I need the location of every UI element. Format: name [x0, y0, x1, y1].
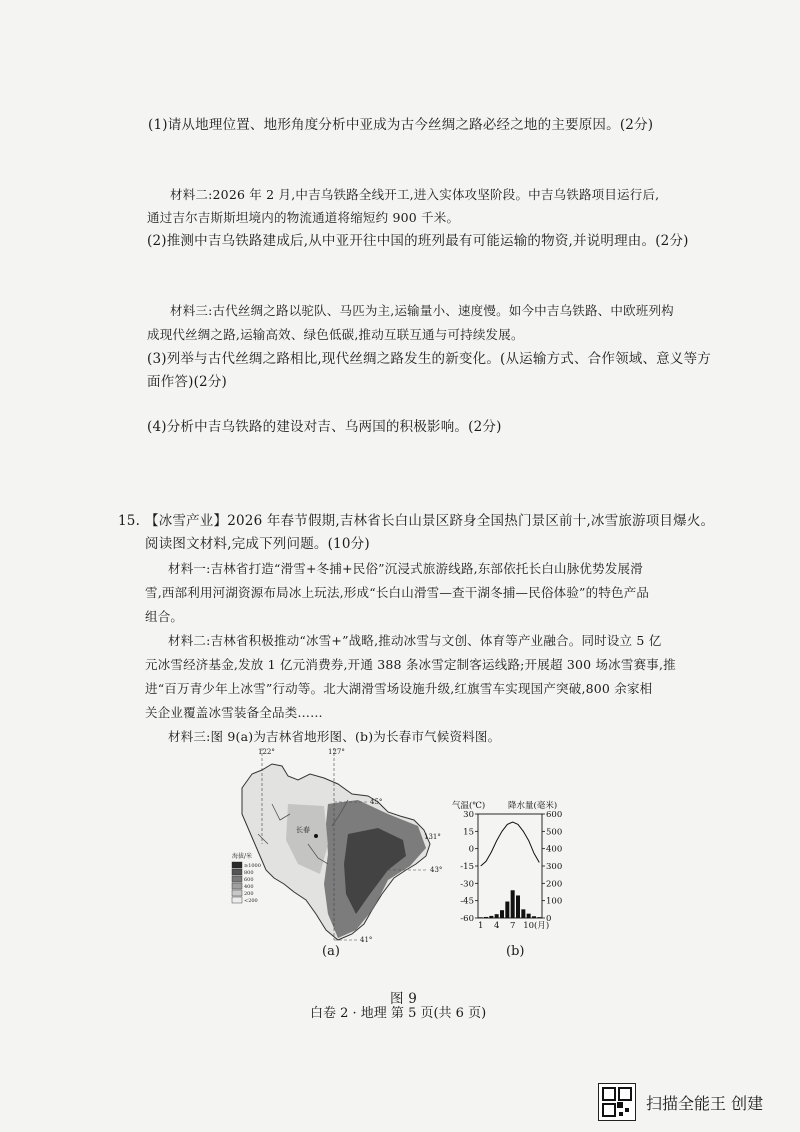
x-tick-label-0: 1 [477, 921, 484, 931]
q15-material2-line4: 关企业覆盖冰雪装备全品类…… [145, 705, 323, 720]
precip-bar-7 [511, 890, 515, 918]
q14-sub3-line1: (3)列举与古代丝绸之路相比,现代丝绸之路发生的新变化。(从运输方式、合作领域、意义等方 [147, 351, 711, 367]
precip-bar-2 [484, 917, 488, 918]
q15-material3-line1: 材料三:图 9(a)为吉林省地形图、(b)为长春市气候资料图。 [168, 729, 501, 744]
map-label-changchun: 长春 [296, 826, 310, 834]
q14-sub3-line2: 面作答)(2分) [147, 374, 227, 390]
precip-bar-9 [521, 909, 525, 918]
precip-bar-1 [479, 917, 483, 918]
legend-item-1: 800 [244, 870, 254, 876]
q15-material2-line2: 元冰雪经济基金,发放 1 亿元消费券,开通 388 条冰雪定制客运线路;开展超 300 场冰雪赛事,推 [145, 657, 676, 672]
precip-bar-4 [495, 914, 499, 918]
caption-a: (a) [322, 944, 340, 959]
watermark-text: 扫描全能王 创建 [646, 1093, 764, 1113]
map-label-lat-43: 43° [430, 866, 443, 874]
temperature-line [481, 822, 540, 866]
precip-bar-10 [527, 914, 531, 918]
elevation-legend [232, 852, 261, 904]
q14-sub4: (4)分析中吉乌铁路的建设对吉、乌两国的积极影响。(2分) [147, 419, 502, 435]
precip-bar-8 [516, 895, 520, 918]
map-label-lon-122: 122° [258, 748, 275, 756]
q15-material1-line3: 组合。 [145, 609, 184, 624]
qr-code-icon [598, 1083, 636, 1121]
q15-stem-line1: 【冰雪产业】2026 年春节假期,吉林省长白山景区跻身全国热门景区前十,冰雪旅游项目爆火。 [145, 513, 715, 529]
legend-item-0: ≥1000 [244, 863, 261, 869]
y-left-tick-label-1: 15 [463, 827, 474, 838]
precip-bar-5 [500, 910, 504, 918]
precip-bar-12 [537, 917, 541, 918]
y-left-tick-label-0: 30 [463, 810, 474, 820]
x-axis-label: (月) [534, 921, 550, 931]
y-left-tick-label-6: -60 [460, 914, 474, 924]
y-right-tick-label-5: 100 [546, 896, 563, 907]
x-tick-label-3: 10 [523, 921, 535, 931]
q15-material2-line1: 材料二:吉林省积极推动“冰雪+”战略,推动冰雪与文创、体育等产业融合。同时设立 5 亿 [168, 633, 662, 648]
map-label-lat-45: 45° [370, 798, 383, 806]
map-label-lon-127: 127° [328, 748, 345, 756]
scanner-watermark [598, 1082, 763, 1122]
q15-material1-line2: 雪,西部利用河湖资源布局冰上玩法,形成“长白山滑雪—查干湖冬捕—民俗体验”的特色产品 [145, 585, 650, 600]
q14-sub1: (1)请从地理位置、地形角度分析中亚成为古今丝绸之路必经之地的主要原因。(2分) [148, 117, 654, 133]
legend-title: 海拔/米 [232, 853, 253, 860]
chart-plot-frame [478, 814, 542, 918]
chart-ylabel-left: 气温(℃) [452, 801, 486, 811]
q14-material3-line1: 材料三:古代丝绸之路以驼队、马匹为主,运输量小、速度慢。如今中吉乌铁路、中欧班列构 [170, 303, 674, 318]
changchun-climate-chart [450, 798, 574, 948]
figure-9 [228, 744, 578, 974]
q14-material2-line2: 通过吉尔吉斯斯坦境内的物流通道将缩短约 900 千米。 [147, 210, 460, 225]
page-footer: 白卷 2 · 地理 第 5 页(共 6 页) [310, 1006, 487, 1021]
y-right-tick-label-6: 0 [546, 914, 552, 924]
chart-ylabel-right: 降水量(毫米) [508, 801, 558, 811]
y-right-tick-label-4: 200 [546, 879, 563, 890]
precip-bar-11 [532, 916, 536, 918]
map-label-lon-131: 131° [424, 833, 441, 841]
y-right-tick-label-1: 500 [546, 827, 563, 838]
q14-material3-line2: 成现代丝绸之路,运输高效、绿色低碳,推动互联互通与可持续发展。 [147, 327, 524, 342]
q14-material2-line1: 材料二:2026 年 2 月,中吉乌铁路全线开工,进入实体攻坚阶段。中吉乌铁路项目运行后, [170, 187, 660, 202]
jilin-terrain-map [228, 744, 443, 954]
legend-item-4: 200 [244, 891, 254, 897]
q15-material1-line1: 材料一:吉林省打造“滑雪+冬捕+民俗”沉浸式旅游线路,东部依托长白山脉优势发展滑 [168, 561, 643, 576]
q15-number: 15. [118, 513, 141, 529]
changchun-marker [314, 834, 318, 838]
y-left-tick-label-5: -45 [460, 896, 474, 907]
y-left-tick-label-4: -30 [460, 879, 474, 890]
y-right-tick-label-2: 400 [546, 844, 563, 855]
caption-b: (b) [506, 944, 525, 959]
q15-stem-line2: 阅读图文材料,完成下列问题。(10分) [145, 536, 370, 552]
x-tick-label-2: 7 [509, 921, 516, 931]
y-left-tick-label-2: 0 [468, 844, 474, 855]
y-right-tick-label-0: 600 [546, 810, 563, 820]
precip-bar-6 [505, 902, 509, 918]
legend-item-2: 600 [244, 877, 254, 883]
y-right-tick-label-3: 300 [546, 862, 563, 872]
legend-item-3: 400 [244, 884, 254, 890]
q15-material2-line3: 进“百万青少年上冰雪”行动等。北大湖滑雪场设施升级,红旗雪车实现国产突破,800 余家相 [145, 681, 653, 696]
precip-bar-3 [489, 916, 493, 918]
legend-item-5: <200 [244, 898, 258, 904]
q14-sub2: (2)推测中吉乌铁路建成后,从中亚开往中国的班列最有可能运输的物资,并说明理由。(2分) [147, 233, 689, 249]
map-label-lat-41: 41° [360, 936, 373, 944]
x-tick-label-1: 4 [493, 921, 500, 931]
y-left-tick-label-3: -15 [460, 862, 474, 872]
figure-title: 图 9 [390, 991, 417, 1007]
